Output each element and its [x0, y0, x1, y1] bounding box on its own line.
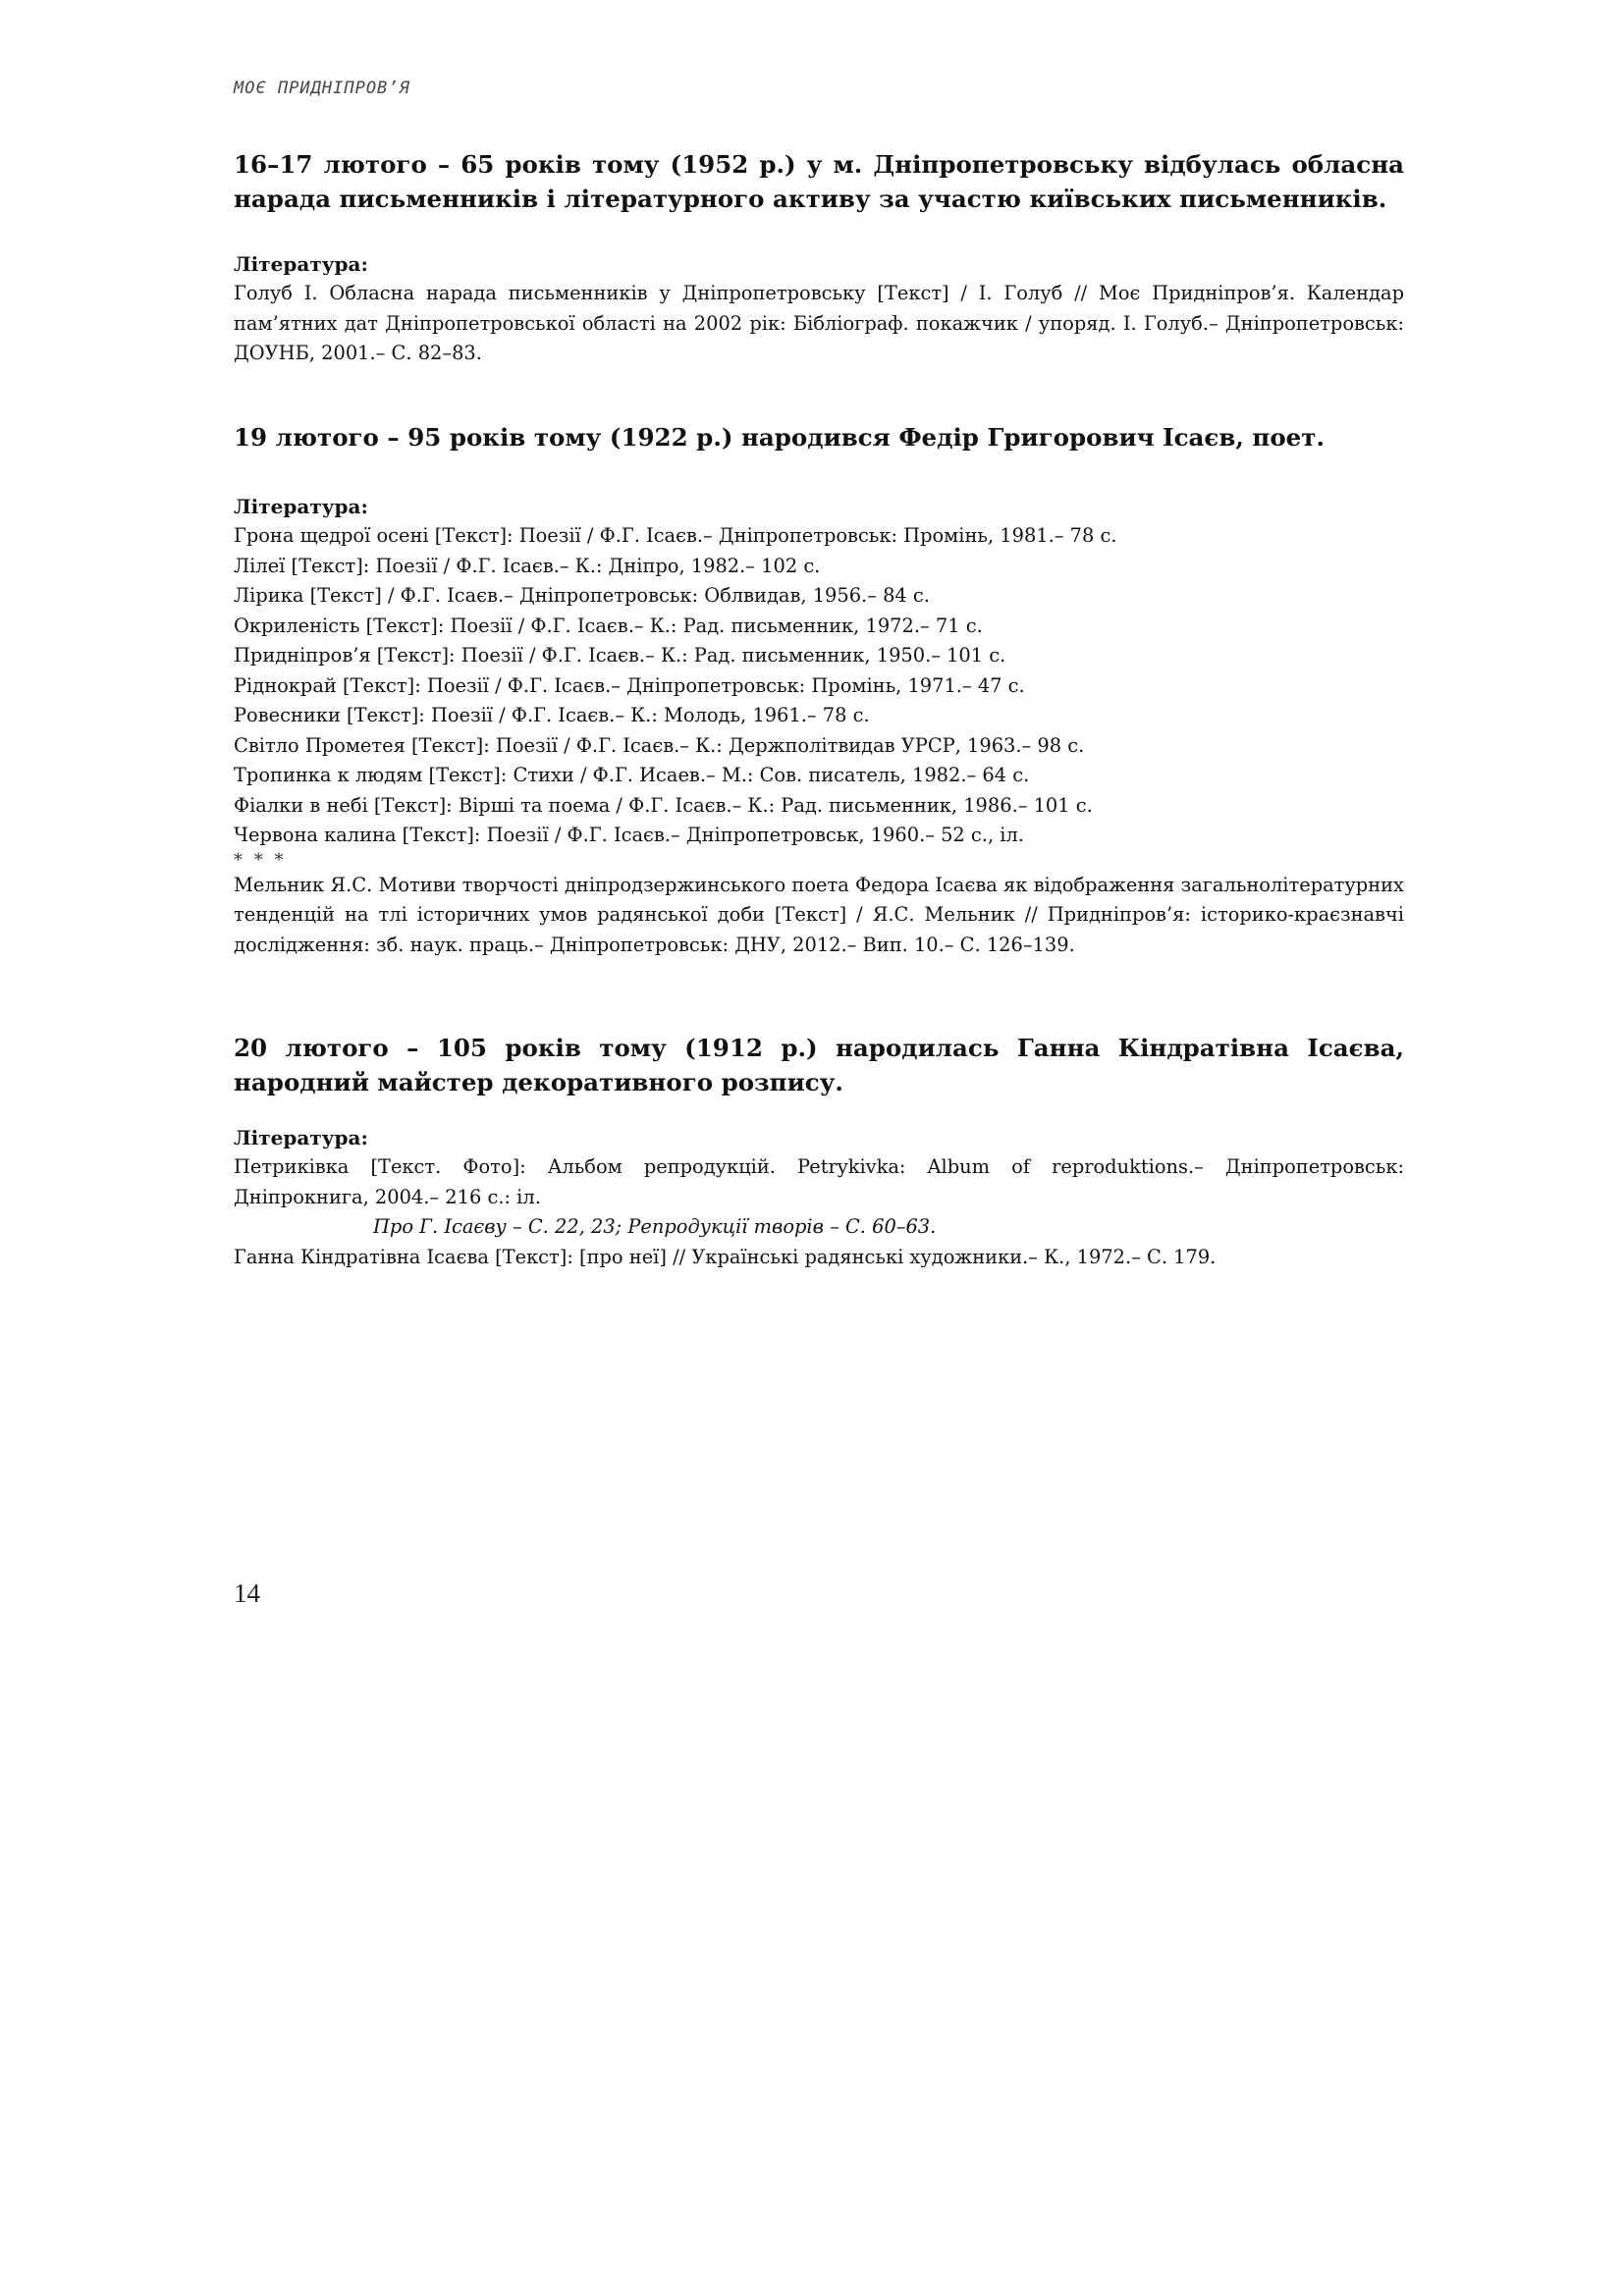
- bibliography-entry: Окриленість [Текст]: Поезії / Ф.Г. Ісаєв.– К.: Рад. письменник, 1972.– 71 с.: [234, 614, 983, 637]
- literature-label: Література:: [234, 252, 368, 276]
- entry-section-3: [234, 1031, 1404, 1272]
- bibliography-entry: Фіалки в небі [Текст]: Вірші та поема / Ф.Г. Ісаєв.– К.: Рад. письменник, 1986.– 101 с.: [234, 793, 1093, 817]
- bibliography-entry: Червона калина [Текст]: Поезії / Ф.Г. Ісаєв.– Дніпропетровськ, 1960.– 52 с., іл.: [234, 824, 1024, 846]
- entry-section-1: [234, 147, 1404, 368]
- bibliography-entry: Лілеї [Текст]: Поезії / Ф.Г. Ісаєв.– К.: Дніпро, 1982.– 102 с.: [234, 554, 821, 577]
- bibliography-entry: Лірика [Текст] / Ф.Г. Ісаєв.– Дніпропетровськ: Облвидав, 1956.– 84 с.: [234, 584, 930, 607]
- bibliography-entry: Петриківка [Текст. Фото]: Альбом репродукцій. Petrykivka: Album of reproduktions.– Дніпропетровськ: Дніпрокнига, 2004.– 216 с.: іл.: [234, 1155, 1404, 1208]
- page-number: 14: [234, 1578, 260, 1608]
- page-content: [234, 147, 1404, 1272]
- entry-section-2: [234, 420, 1404, 960]
- separator-asterisks: * * *: [234, 849, 287, 871]
- bibliography-entry: Грона щедрої осені [Текст]: Поезії / Ф.Г. Ісаєв.– Дніпропетровськ: Промінь, 1981.– 78 с.: [234, 524, 1117, 547]
- bibliography-entry: Тропинка к людям [Текст]: Стихи / Ф.Г. Исаев.– М.: Сов. писатель, 1982.– 64 с.: [234, 764, 1030, 786]
- running-head: МОЄ ПРИДНІПРОВ’Я: [234, 79, 410, 98]
- literature-label: Література:: [234, 1126, 368, 1149]
- bibliography-entry: Мельник Я.С. Мотиви творчості дніпродзержинського поета Федора Ісаєва як відображення загальнолітературних тенденцій на тлі історичних умов радянської доби [Текст] / Я.С. Мельник // Придніпров’я: історико-краєзнавчі дослідження: зб. наук. праць.– Дніпропетровськ: ДНУ, 2012.– Вип. 10.– С. 126–139.: [234, 873, 1404, 956]
- bibliography-entry: Світло Прометея [Текст]: Поезії / Ф.Г. Ісаєв.– К.: Держполітвидав УРСР, 1963.– 98 с.: [234, 733, 1085, 757]
- bibliography-entry: Придніпров’я [Текст]: Поезії / Ф.Г. Ісаєв.– К.: Рад. письменник, 1950.– 101 с.: [234, 644, 1006, 667]
- section-heading: 19 лютого – 95 років тому (1922 р.) народився Федір Григорович Ісаєв, поет.: [234, 423, 1325, 452]
- bibliography-entry: Ганна Кіндратівна Ісаєва [Текст]: [про неї] // Українські радянські художники.– К., 1972.– С. 179.: [234, 1245, 1217, 1268]
- bibliography-entry: Голуб І. Обласна нарада письменників у Дніпропетровську [Текст] / І. Голуб // Моє Придніпров’я. Календар пам’ятних дат Дніпропетровської області на 2002 рік: Бібліограф. покажчик / упоряд. І. Голуб.– Дніпропетровськ: ДОУНБ, 2001.– С. 82–83.: [234, 282, 1404, 364]
- section-heading: 20 лютого – 105 років тому (1912 р.) народилась Ганна Кіндратівна Ісаєва, народний майстер декоративного розпису.: [234, 1034, 1404, 1096]
- section-heading: 16–17 лютого – 65 років тому (1952 р.) у м. Дніпропетровську відбулась обласна нарада письменників і літературного активу за участю київських письменників.: [234, 150, 1404, 213]
- bibliography-entry: Ріднокрай [Текст]: Поезії / Ф.Г. Ісаєв.– Дніпропетровськ: Промінь, 1971.– 47 с.: [234, 673, 1025, 697]
- bibliography-entry: Ровесники [Текст]: Поезії / Ф.Г. Ісаєв.– К.: Молодь, 1961.– 78 с.: [234, 704, 870, 726]
- literature-label: Література:: [234, 495, 368, 518]
- bibliography-note: Про Г. Ісаєву – С. 22, 23; Репродукції творів – С. 60–63.: [373, 1215, 937, 1238]
